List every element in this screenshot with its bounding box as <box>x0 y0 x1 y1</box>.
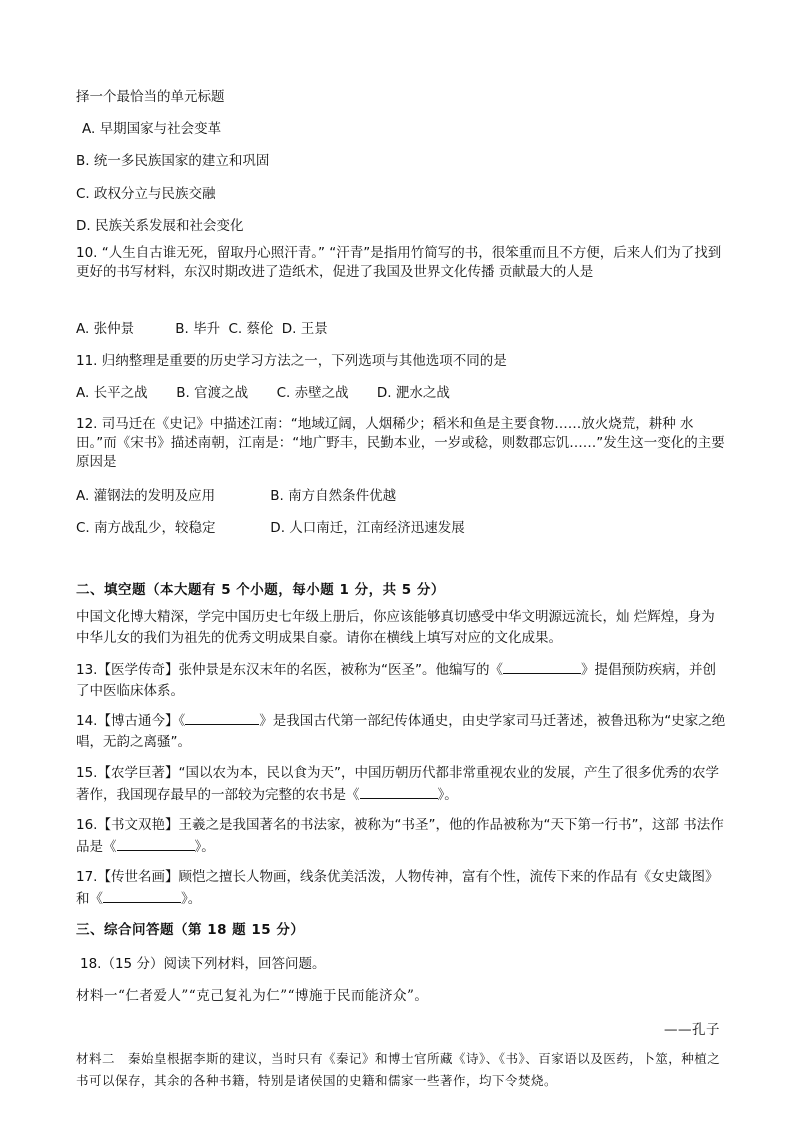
q12-option-d: D. 人口南迁，江南经济迅速发展 <box>270 520 465 536</box>
q14-text-a: 14.【博古通今】《 <box>76 713 186 729</box>
q17-text-b: 》。 <box>181 891 202 907</box>
question-10: 10. “人生自古谁无死，留取丹心照汗青。” “汗青”是指用竹简写的书，很笨重而且不方便，后来人们为了找到更好的书写材料，东汉时期改进了造纸术，促进了我国及世界文化传播 贡献最大的人是 <box>76 245 722 280</box>
q9-option-b: B. 统一多民族国家的建立和巩固 <box>76 153 270 169</box>
question-17 <box>76 867 726 910</box>
q13-text-b: 》提倡预防疾病，并创了中医临床体系。 <box>76 662 716 699</box>
q16-text-b: 》。 <box>194 839 215 855</box>
q10-option-c: C. 蔡伦 <box>228 321 274 337</box>
q11-options <box>76 384 450 402</box>
q13-blank[interactable] <box>503 659 581 674</box>
material-1-source: ——孔子 <box>664 1022 720 1038</box>
q15-text-b: 》。 <box>437 787 458 803</box>
q14-text-b: 》是我国古代第一部纪传体通史，由史学家司马迁著述，被鲁迅称为“史家之绝唱，无韵之离骚”。 <box>76 713 726 750</box>
question-18: 18.（15 分）阅读下列材料，回答问题。 <box>80 956 326 972</box>
q11-option-b: B. 官渡之战 <box>176 385 249 401</box>
q10-option-d: D. 王景 <box>281 321 328 337</box>
q12-option-c: C. 南方战乱少，较稳定 <box>76 520 216 536</box>
q12-options-row2 <box>76 519 465 537</box>
q17-text-a: 17.【传世名画】顾恺之擅长人物画，线条优美活泼，人物传神，富有个性，流传下来的作品有《女史箴图》和《 <box>76 869 719 907</box>
q12-option-a: A. 灌钢法的发明及应用 <box>76 488 216 504</box>
q9-option-a: A. 早期国家与社会变革 <box>82 121 222 137</box>
question-9-stem-end: 择一个最恰当的单元标题 <box>76 89 225 105</box>
q13-text-a: 13.【医学传奇】张仲景是东汉末年的名医，被称为“医圣”。他编写的《 <box>76 662 503 678</box>
q15-blank[interactable] <box>360 784 438 799</box>
question-13 <box>76 659 726 702</box>
q10-option-a: A. 张仲景 <box>76 321 135 337</box>
q9-option-d: D. 民族关系发展和社会变化 <box>76 218 244 234</box>
q16-blank[interactable] <box>117 836 195 851</box>
section-2-heading: 二、填空题（本大题有 5 个小题，每小题 1 分，共 5 分） <box>76 582 445 598</box>
question-16 <box>76 815 726 858</box>
q15-text-a: 15.【农学巨著】“国以农为本，民以食为天”，中国历朝历代都非常重视农业的发展，产生了很多优秀的农学著作，我国现存最早的一部较为完整的农书是《 <box>76 765 719 803</box>
q17-blank[interactable] <box>103 888 181 903</box>
q10-options <box>76 320 328 338</box>
q9-option-c: C. 政权分立与民族交融 <box>76 186 216 202</box>
section-3-heading: 三、综合问答题（第 18 题 15 分） <box>76 922 305 938</box>
question-14 <box>76 710 726 753</box>
material-2: 材料二 秦始皇根据李斯的建议，当时只有《秦记》和博士官所藏《诗》、《书》、百家语以及医药，卜筮，种植之书可以保存，其余的各种书籍，特别是诸侯国的史籍和儒家一些著作，均下令焚烧。 <box>76 1051 721 1088</box>
section-2-intro: 中国文化博大精深，学完中国历史七年级上册后，你应该能够真切感受中华文明源远流长，灿 烂辉煌，身为中华儿女的我们为祖先的优秀文明成果自豪。请你在横线上填写对应的文化成果。 <box>76 609 715 646</box>
q10-option-b: B. 毕升 <box>175 321 221 337</box>
q12-options-row1 <box>76 487 396 505</box>
q12-option-b: B. 南方自然条件优越 <box>270 488 397 504</box>
q11-option-a: A. 长平之战 <box>76 385 148 401</box>
material-1: 材料一“仁者爱人”“克己复礼为仁”“博施于民而能济众”。 <box>76 988 429 1004</box>
q16-text-a: 16.【书文双艳】王羲之是我国著名的书法家，被称为“书圣”，他的作品被称为“天下第一行书”，这部 书法作品是《 <box>76 817 724 855</box>
question-15 <box>76 763 726 806</box>
question-12: 12. 司马迁在《史记》中描述江南：“地域辽阔，人烟稀少；稻米和鱼是主要食物……放火烧荒，耕种 水田。”而《宋书》描述南朝，江南是：“地广野丰，民勤本业，一岁或稔，则数郡忘饥……”发生这一变化的主要原因是 <box>76 416 725 470</box>
q11-option-d: D. 淝水之战 <box>376 385 450 401</box>
q14-blank[interactable] <box>185 710 259 725</box>
question-11: 11. 归纳整理是重要的历史学习方法之一，下列选项与其他选项不同的是 <box>76 353 507 369</box>
q11-option-c: C. 赤壁之战 <box>276 385 349 401</box>
